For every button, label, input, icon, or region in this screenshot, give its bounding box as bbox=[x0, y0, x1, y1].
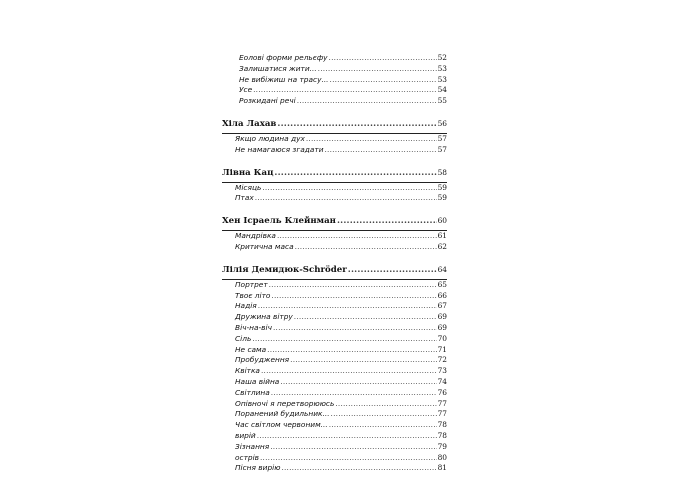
toc-entry bbox=[235, 377, 447, 388]
entry-title: Час світлом червоним... bbox=[235, 420, 328, 430]
entry-title: Еолові форми рельєфу bbox=[239, 53, 328, 62]
entry-title: Не вибіжиш на трасу... bbox=[239, 74, 329, 84]
entry-page-number: 57 bbox=[437, 133, 447, 143]
author-page-number: 60 bbox=[437, 216, 447, 226]
entry-title: Портрет bbox=[235, 279, 268, 289]
entry-page-number: 73 bbox=[437, 366, 447, 376]
dot-leader bbox=[274, 164, 436, 183]
entry-page-number: 69 bbox=[437, 322, 447, 332]
entry-title: Світлина bbox=[235, 387, 270, 397]
author-heading bbox=[222, 260, 447, 279]
entry-title: Твоє літо bbox=[235, 290, 271, 300]
entry-title: Місяць bbox=[235, 182, 262, 192]
entry-page-number: 53 bbox=[437, 63, 447, 73]
author-name: Хіла Лахав bbox=[222, 118, 277, 129]
entry-page-number: 67 bbox=[437, 301, 447, 311]
dot-leader bbox=[262, 183, 436, 194]
dot-leader bbox=[329, 420, 437, 431]
entry-page-number: 81 bbox=[437, 463, 447, 473]
entry-page-number: 77 bbox=[437, 398, 447, 408]
section-entries bbox=[222, 230, 447, 254]
dot-leader bbox=[290, 355, 436, 366]
toc-entry bbox=[235, 399, 447, 410]
author-heading bbox=[222, 211, 447, 230]
author-section bbox=[222, 254, 447, 475]
entry-page-number: 76 bbox=[437, 387, 447, 397]
author-heading bbox=[222, 163, 447, 182]
dot-leader bbox=[273, 323, 437, 334]
dot-leader bbox=[260, 453, 437, 464]
toc-entry bbox=[235, 334, 447, 345]
entry-title: Зізнання bbox=[235, 441, 270, 451]
toc-entry bbox=[235, 231, 447, 242]
entry-title: Не сама bbox=[235, 344, 267, 354]
entry-page-number: 61 bbox=[437, 231, 447, 241]
toc-entry bbox=[235, 463, 447, 474]
dot-leader bbox=[330, 75, 437, 86]
entry-title: Сіль bbox=[235, 333, 252, 343]
entry-page-number: 59 bbox=[437, 182, 447, 192]
entry-title: острів bbox=[235, 452, 259, 462]
author-name: Лілія Демидюк-Schröder bbox=[222, 264, 347, 275]
toc-entry bbox=[235, 301, 447, 312]
entry-page-number: 55 bbox=[437, 96, 447, 106]
toc-entry bbox=[239, 85, 447, 96]
author-name: Хен Ісраель Клейнман bbox=[222, 216, 336, 227]
entry-title: Опівночі я перетворююсь bbox=[235, 398, 335, 408]
toc-entry bbox=[235, 442, 447, 453]
dot-leader bbox=[335, 399, 436, 410]
toc-entry bbox=[239, 96, 447, 107]
toc-entry bbox=[235, 323, 447, 334]
author-page-number: 58 bbox=[437, 167, 447, 177]
entry-title: Дружина вітру bbox=[235, 312, 293, 322]
toc-entry bbox=[239, 53, 447, 64]
author-section bbox=[222, 108, 447, 157]
toc-entry bbox=[235, 388, 447, 399]
toc-entry bbox=[235, 355, 447, 366]
toc-entry bbox=[235, 366, 447, 377]
entry-page-number: 66 bbox=[437, 290, 447, 300]
dot-leader bbox=[325, 145, 437, 156]
toc-entry bbox=[239, 64, 447, 75]
toc-entry bbox=[235, 280, 447, 291]
entry-page-number: 71 bbox=[437, 344, 447, 354]
dot-leader bbox=[277, 231, 437, 242]
entry-page-number: 59 bbox=[437, 193, 447, 203]
entry-title: Пробудження bbox=[235, 355, 290, 365]
entry-title: Віч-на-віч bbox=[235, 322, 272, 332]
entry-title: Надія bbox=[235, 301, 257, 311]
dot-leader bbox=[257, 431, 437, 442]
entry-page-number: 78 bbox=[437, 420, 447, 430]
author-section bbox=[222, 157, 447, 206]
entry-page-number: 62 bbox=[437, 241, 447, 251]
intro-entries bbox=[226, 53, 447, 108]
dot-leader bbox=[295, 242, 437, 253]
dot-leader bbox=[271, 291, 436, 302]
toc-entry bbox=[235, 409, 447, 420]
toc-entry bbox=[235, 134, 447, 145]
dot-leader bbox=[261, 366, 437, 377]
entry-title: Наша війна bbox=[235, 376, 280, 386]
toc-entry bbox=[235, 291, 447, 302]
section-entries bbox=[222, 133, 447, 157]
entry-page-number: 80 bbox=[437, 452, 447, 462]
toc-entry bbox=[235, 420, 447, 431]
entry-title: Залишатися жити... bbox=[239, 63, 317, 73]
toc-entry bbox=[235, 431, 447, 442]
entry-page-number: 77 bbox=[437, 409, 447, 419]
entry-page-number: 79 bbox=[437, 441, 447, 451]
dot-leader bbox=[253, 85, 436, 96]
toc-entry bbox=[239, 75, 447, 86]
entry-title: Поранений будильник... bbox=[235, 409, 330, 419]
dot-leader bbox=[271, 388, 437, 399]
entry-title: Мандрівка bbox=[235, 231, 276, 241]
dot-leader bbox=[258, 301, 437, 312]
section-entries bbox=[222, 182, 447, 206]
dot-leader bbox=[348, 261, 437, 280]
entry-page-number: 78 bbox=[437, 430, 447, 440]
entry-page-number: 74 bbox=[437, 376, 447, 386]
section-entries bbox=[222, 279, 447, 475]
entry-page-number: 65 bbox=[437, 279, 447, 289]
dot-leader bbox=[252, 334, 436, 345]
entry-title: Розкидані речі bbox=[239, 96, 296, 106]
entry-page-number: 52 bbox=[437, 53, 447, 62]
dot-leader bbox=[281, 463, 436, 474]
entry-page-number: 69 bbox=[437, 312, 447, 322]
dot-leader bbox=[318, 64, 437, 75]
entry-title: Пісня вирію bbox=[235, 463, 281, 473]
dot-leader bbox=[297, 96, 437, 107]
entry-page-number: 72 bbox=[437, 355, 447, 365]
entry-page-number: 54 bbox=[437, 85, 447, 95]
author-page-number: 64 bbox=[437, 264, 447, 274]
dot-leader bbox=[267, 345, 436, 356]
author-name: Лівна Кац bbox=[222, 167, 274, 178]
entry-title: вирій bbox=[235, 430, 256, 440]
entry-title: Якщо людина дух bbox=[235, 133, 305, 143]
toc-entry bbox=[235, 242, 447, 253]
entry-page-number: 70 bbox=[437, 333, 447, 343]
toc-entry bbox=[235, 312, 447, 323]
dot-leader bbox=[277, 115, 436, 134]
toc-entry bbox=[235, 183, 447, 194]
dot-leader bbox=[270, 442, 436, 453]
dot-leader bbox=[280, 377, 436, 388]
dot-leader bbox=[306, 134, 437, 145]
entry-title: Квітка bbox=[235, 366, 260, 376]
entry-title: Усе bbox=[239, 85, 253, 95]
entry-page-number: 57 bbox=[437, 144, 447, 154]
dot-leader bbox=[269, 280, 437, 291]
entry-title: Птах bbox=[235, 193, 254, 203]
table-of-contents bbox=[222, 53, 447, 475]
entry-page-number: 53 bbox=[437, 74, 447, 84]
entry-title: Не намагаюся згадати bbox=[235, 144, 324, 154]
toc-entry bbox=[235, 453, 447, 464]
toc-entry bbox=[235, 193, 447, 204]
author-page-number: 56 bbox=[437, 118, 447, 128]
toc-entry bbox=[235, 145, 447, 156]
entry-title: Критична маса bbox=[235, 241, 294, 251]
dot-leader bbox=[255, 193, 437, 204]
dot-leader bbox=[331, 409, 437, 420]
author-sections bbox=[222, 108, 447, 475]
dot-leader bbox=[329, 53, 437, 64]
dot-leader bbox=[337, 212, 437, 231]
toc-entry bbox=[235, 345, 447, 356]
author-heading bbox=[222, 114, 447, 133]
dot-leader bbox=[294, 312, 437, 323]
author-section bbox=[222, 205, 447, 254]
